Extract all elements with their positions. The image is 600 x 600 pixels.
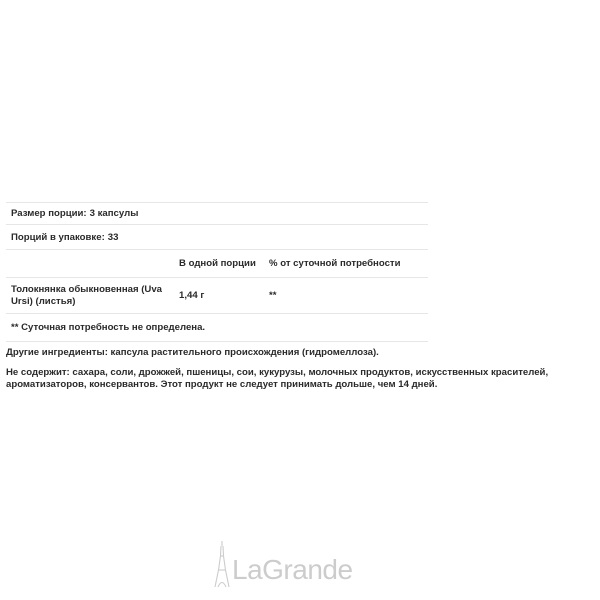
- other-ingredients-text: Другие ингредиенты: капсула растительного происхождения (гидромеллоза).: [6, 347, 379, 358]
- serving-size-row: [6, 202, 428, 224]
- ingredient-name: Толокнянка обыкновенная (Uva Ursi) (листья): [11, 283, 163, 307]
- facts-header-row: [6, 249, 428, 277]
- servings-per-container-label: Порций в упаковке:: [11, 231, 105, 243]
- ingredient-row: [6, 277, 428, 313]
- watermark-brand-text: LaGrande: [232, 554, 353, 585]
- does-not-contain-text: Не содержит: сахара, соли, дрожжей, пшеницы, сои, кукурузы, молочных продуктов, искусственных красителей, ароматизаторов, консервантов. Этот продукт не следует принимать дольше, чем 14 дней.: [6, 367, 549, 390]
- footnote-row: [6, 313, 428, 342]
- servings-per-container-value: 33: [107, 231, 119, 243]
- eiffel-tower-icon: [214, 540, 230, 588]
- footnote-text: ** Суточная потребность не определена.: [11, 322, 206, 333]
- serving-size-label: Размер порции:: [11, 208, 87, 219]
- supplement-facts-table: [6, 202, 428, 342]
- header-per-serving: В одной порции: [179, 258, 256, 269]
- ingredient-amount: 1,44 г: [179, 290, 205, 301]
- brand-watermark: [214, 538, 353, 588]
- serving-size-value: 3 капсулы: [89, 208, 139, 219]
- product-notes: [6, 347, 566, 391]
- ingredient-daily-value: **: [269, 290, 277, 301]
- servings-per-container-row: [6, 224, 428, 249]
- header-daily-value: % от суточной потребности: [269, 258, 401, 269]
